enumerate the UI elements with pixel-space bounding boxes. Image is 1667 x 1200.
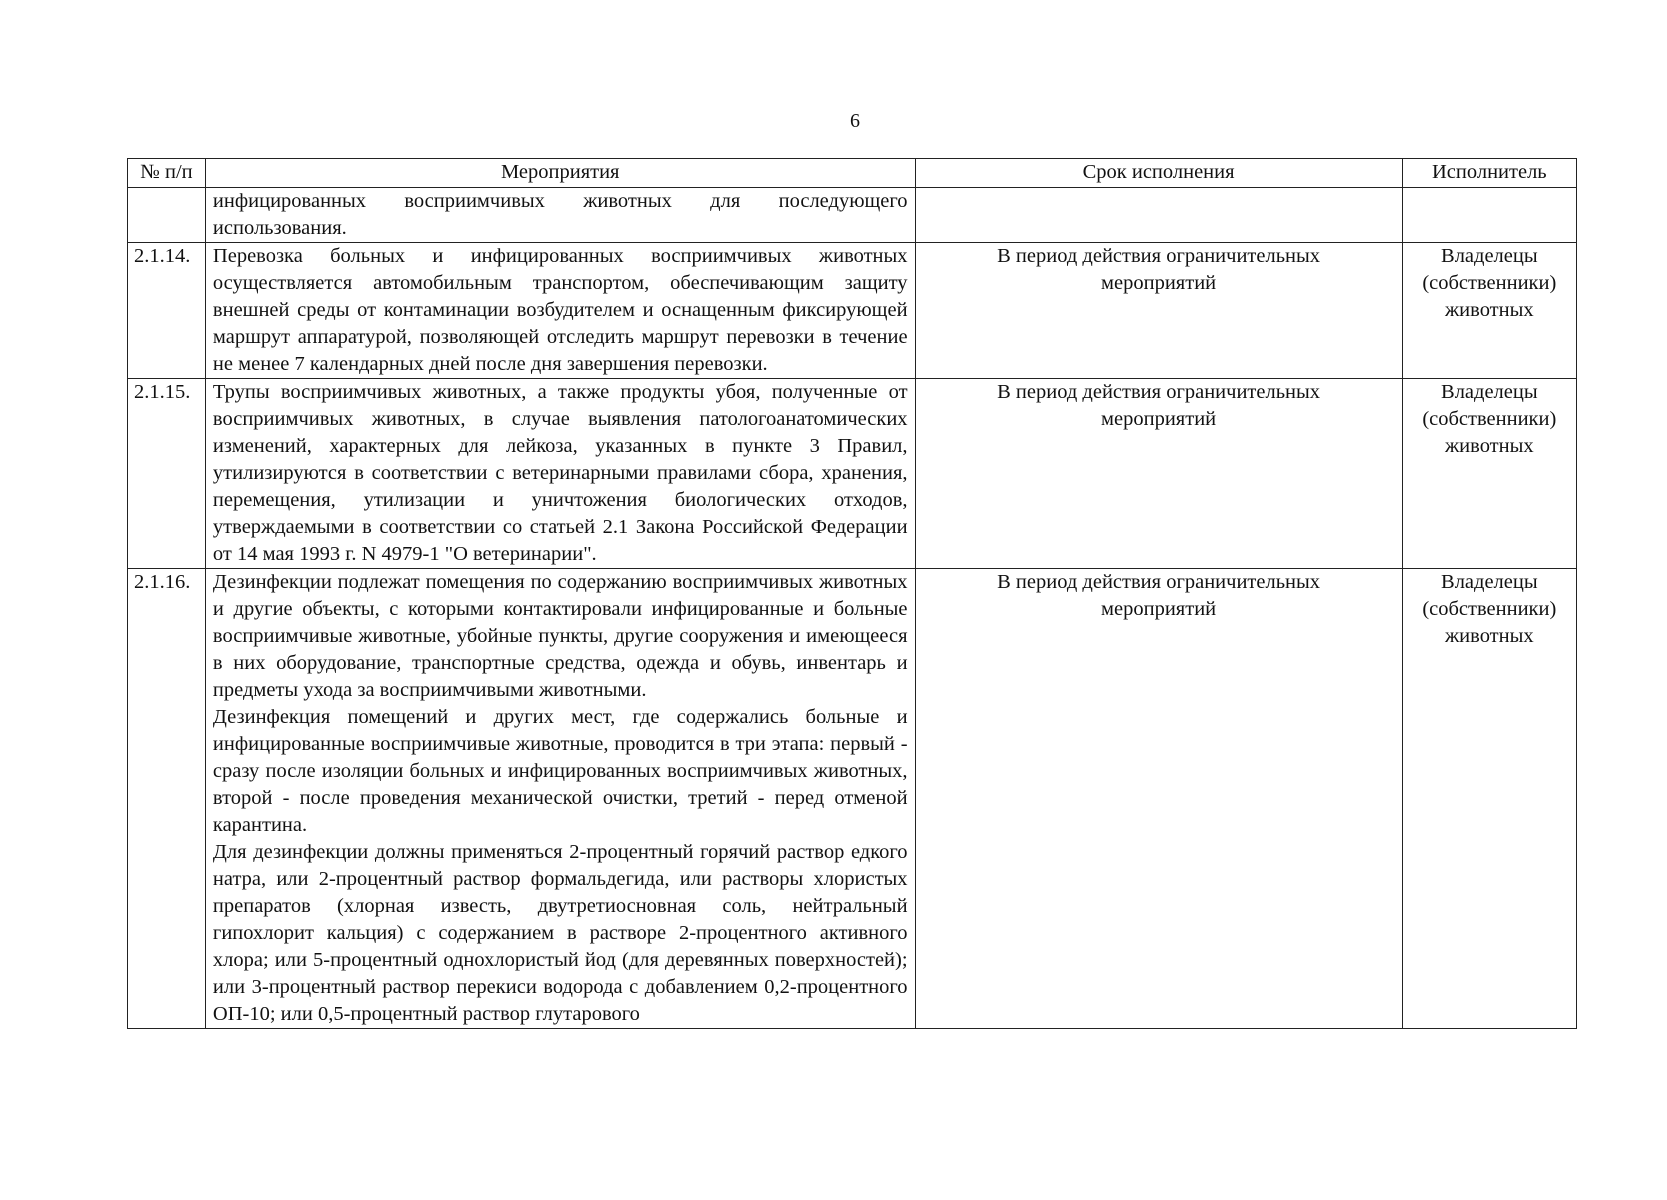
table-row: [128, 243, 1577, 379]
row-number: 2.1.14.: [128, 243, 206, 379]
activity-paragraph: Дезинфекции подлежат помещения по содержанию восприимчивых животных и другие объекты, с которыми контактировали инфицированные и больные восприимчивые животные, убойные пункты, другие сооружения и имеющееся в них оборудование, транспортные средства, одежда и обувь, инвентарь и предметы ухода за восприимчивыми животными.: [212, 571, 908, 701]
activity-paragraph: Дезинфекция помещений и других мест, где содержались больные и инфицированные восприимчивые животные, проводится в три этапа: первый - сразу после изоляции больных и инфицированных восприимчивых животных, второй - после проведения механической очистки, третий - перед отменой карантина.: [212, 706, 908, 836]
header-executor: Исполнитель: [1402, 159, 1576, 188]
header-activity: Мероприятия: [205, 159, 915, 188]
row-executor: Владелецы (собственники) животных: [1402, 243, 1576, 379]
page-number: 6: [850, 110, 860, 132]
table-row: [128, 569, 1577, 1029]
row-executor: Владелецы (собственники) животных: [1402, 379, 1576, 569]
row-executor: Владелецы (собственники) животных: [1402, 569, 1576, 1029]
table-header-row: [128, 159, 1577, 188]
row-number: [128, 188, 206, 243]
row-term: В период действия ограничительных мероприятий: [915, 379, 1402, 569]
activity-paragraph: Для дезинфекции должны применяться 2-процентный горячий раствор едкого натра, или 2-процентный раствор формальдегида, или растворы хлористых препаратов (хлорная известь, двутретиосновная соль, нейтральный гипохлорит кальция) с содержанием в растворе 2-процентного активного хлора; или 5-процентный однохлористый йод (для деревянных поверхностей); или 3-процентный раствор перекиси водорода с добавлением 0,2-процентного ОП-10; или 0,5-процентный раствор глутарового: [212, 841, 908, 1025]
table-row: [128, 379, 1577, 569]
header-term: Срок исполнения: [915, 159, 1402, 188]
row-activity: [205, 243, 915, 379]
row-number: 2.1.15.: [128, 379, 206, 569]
row-term: [915, 188, 1402, 243]
row-term: В период действия ограничительных мероприятий: [915, 243, 1402, 379]
row-executor: [1402, 188, 1576, 243]
row-number: 2.1.16.: [128, 569, 206, 1029]
table-row: [128, 188, 1577, 243]
activity-paragraph: Перевозка больных и инфицированных восприимчивых животных осуществляется автомобильным транспортом, обеспечивающим защиту внешней среды от контаминации возбудителем и оснащенным фиксирующей маршрут аппаратурой, позволяющей отследить маршрут перевозки в течение не менее 7 календарных дней после дня завершения перевозки.: [212, 245, 908, 375]
row-activity: [205, 188, 915, 243]
activity-paragraph: Трупы восприимчивых животных, а также продукты убоя, полученные от восприимчивых животных, в случае выявления патологоанатомических изменений, характерных для лейкоза, указанных в пункте 3 Правил, утилизируются в соответствии с ветеринарными правилами сбора, хранения, перемещения, утилизации и уничтожения биологических отходов, утверждаемыми в соответствии со статьей 2.1 Закона Российской Федерации от 14 мая 1993 г. N 4979-1 "О ветеринарии".: [212, 381, 908, 565]
row-term: В период действия ограничительных мероприятий: [915, 569, 1402, 1029]
header-num: № п/п: [128, 159, 206, 188]
row-activity: [205, 569, 915, 1029]
row-activity: [205, 379, 915, 569]
measures-table: [127, 158, 1577, 1029]
activity-paragraph: инфицированных восприимчивых животных для последующего использования.: [212, 190, 908, 239]
